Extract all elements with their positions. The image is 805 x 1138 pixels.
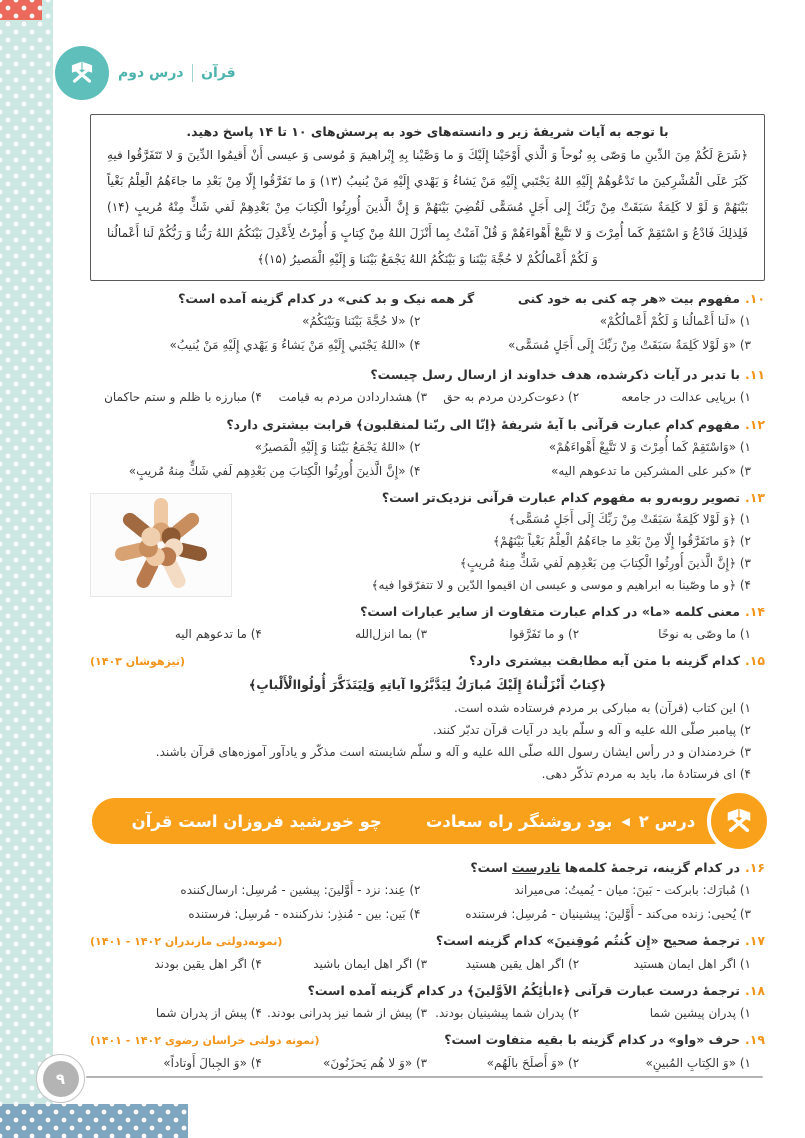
- question-12: [90, 414, 765, 483]
- question-number: ۱۴.: [744, 604, 765, 619]
- option[interactable]: ۲) پیامبر صلّی الله علیه و آله و سلّم باید در آیات قرآن تدبّر کنند.: [432, 723, 751, 737]
- option[interactable]: ۳) خردمندان و در رأس ایشان رسول الله صلّی الله علیه و آله و سلّم شایسته است مذکّر و یادآور آموزه‌های قرآن باشند.: [155, 745, 751, 759]
- question-text: در کدام گزینه، ترجمهٔ کلمه‌ها نادرست است؟: [470, 860, 740, 875]
- question-text: با تدبر در آیات ذکرشده، هدف خداوند از ارسال رسل چیست؟: [370, 367, 740, 382]
- verse-box-text: ﴿شَرَعَ لَكُمْ مِنَ الدِّينِ ما وَصّی بِهِ نُوحاً وَ الَّذي أَوْحَيْنا إِلَيْكَ وَ ما وَصَّيْنا بِهِ إِبْراهيمَ وَ مُوسی وَ عيسی أَنْ أَقيمُوا الدِّينَ وَ لا تَتَفَرَّقُوا فيهِ كَبُرَ عَلَی الْمُشْرِكينَ ما تَدْعُوهُمْ إِلَيْهِ اللهُ يَجْتَبي إِلَيْهِ مَنْ يَشاءُ وَ يَهْدي إِلَيْهِ مَنْ يُنيبُ (۱۳) وَ ما تَفَرَّقُوا إِلّا مِنْ بَعْدِ ما جاءَهُمُ الْعِلْمُ بَغْياً بَيْنَهُمْ وَ لَوْ لا كَلِمَةٌ سَبَقَتْ مِنْ رَبِّكَ إِلی أَجَلٍ مُسَمًّی لَقُضِيَ بَيْنَهُمْ وَ إِنَّ الَّذينَ أُورِثُوا الْكِتابَ مِنْ بَعْدِهِمْ لَفي شَكٍّ مِنْهُ مُريبٍ (۱۴) فَلِذلِكَ فَادْعُ وَ اسْتَقِمْ كَما أُمِرْتَ وَ لا تَتَّبِعْ أَهْواءَهُمْ وَ قُلْ آمَنْتُ بِما أَنْزَلَ اللهُ مِنْ كِتابٍ وَ أُمِرْتُ لِأَعْدِلَ بَيْنَكُمُ اللهُ رَبُّنا وَ رَبُّكُمْ لَنا أَعْمالُنا وَ لَكُمْ أَعْمالُكُمْ لا حُجَّةَ بَيْنَنا وَ بَيْنَكُمُ اللهُ يَجْمَعُ بَيْنَنا وَ إِلَيْهِ الْمَصيرُ (۱۵)﴾: [107, 148, 748, 266]
- option[interactable]: ۳) «وَ لا هُم يَحزَنُونَ»: [323, 1056, 428, 1070]
- option[interactable]: ۱) «وَاسْتَقِمْ كَما أُمِرْتَ وَ لا تَتَّبِعْ أَهْواءَهُمْ»: [548, 440, 751, 454]
- footer-rule: [86, 1076, 763, 1078]
- question-text: مفهوم کدام عبارت قرآنی با آیهٔ شریفهٔ ﴿اِنّا الی ربّنا لمنقلبون﴾ قرابت بیشتری دارد؟: [226, 417, 740, 432]
- option[interactable]: ۱) برپایی عدالت در جامعه: [621, 390, 751, 404]
- option[interactable]: ۱) ما وصّی به نوحًا: [658, 627, 751, 641]
- option[interactable]: ۴) «إِنَّ الَّذينَ أُورِثُوا الْكِتابَ مِن بَعْدِهِم لَفي شَكٍّ مِنهُ مُريبٍ»: [128, 464, 421, 478]
- question-number: ۱۲.: [744, 417, 765, 432]
- question-number: ۱۵.: [744, 653, 765, 668]
- option[interactable]: ۴) ﴿و ما وصّینا به ابراهیم و موسی و عیسی ان اقیموا الدّین و لا تتفرّقوا فیه﴾: [371, 578, 751, 592]
- lesson-subtitle: درس دوم: [118, 65, 184, 81]
- question-14: [90, 601, 765, 646]
- question-15: [90, 650, 765, 785]
- page-number-badge: [36, 1054, 85, 1103]
- question-text: حرف «واو» در کدام گزینه با بقیه متفاوت است؟: [444, 1032, 740, 1047]
- option[interactable]: ۱) «وَ الکِتابِ المُبينِ»: [645, 1056, 751, 1070]
- banner-poem-first-half: بود روشنگر راه سعادت: [425, 811, 613, 831]
- triangle-pointer-icon: ◀: [621, 814, 630, 828]
- option[interactable]: ۳) «وَ لَوْلا كَلِمَةٌ سَبَقَتْ مِنْ رَبِّكَ إِلَی أَجَلٍ مُسَمًّی»: [508, 338, 751, 352]
- option[interactable]: ۳) پیش از شما نیز پدرانی بودند.: [267, 1006, 428, 1020]
- bottom-left-blue-polkadot-corner: [0, 1104, 188, 1138]
- question-18: [90, 980, 765, 1025]
- question-10: [90, 288, 765, 357]
- question-text: مفهوم بیت «هر چه کنی به خود کنی گر همه نیک و بد کنی» در کدام گزینه آمده است؟: [178, 291, 740, 306]
- option[interactable]: ۴) «اللهُ يَجْتَبي إِلَيْهِ مَنْ يَشاءُ وَ يَهْدي إِلَيْهِ مَنْ يُنيبُ»: [169, 338, 421, 352]
- lesson-banner-badge: [707, 789, 771, 853]
- option[interactable]: ۴) اگر اهل یقین بودند: [154, 957, 262, 971]
- verse-box: [90, 114, 765, 281]
- page-number: ۹: [43, 1061, 79, 1097]
- option[interactable]: ۱) این کتاب (قرآن) به مبارکی بر مردم فرستاده شده است.: [454, 701, 751, 715]
- option[interactable]: ۴) «وَ الجِبالَ أَوتاداً»: [163, 1056, 262, 1070]
- question-number: ۱۱.: [744, 367, 765, 382]
- banner-poem-second-half: چو خورشید فروزان است قرآن: [131, 811, 382, 831]
- question-number: ۱۶.: [744, 860, 765, 875]
- question-16: [90, 857, 765, 926]
- option[interactable]: ۳) هشداردادن مردم به قیامت: [278, 390, 428, 404]
- option[interactable]: ۲) «وَ أَصلَحَ بالَهُم»: [486, 1056, 580, 1070]
- hands-teamwork-photo: [90, 493, 232, 597]
- left-polkadot-strip: [0, 0, 53, 1138]
- option[interactable]: ۲) «اللهُ يَجْمَعُ بَيْنَنا وَ إِلَيْهِ الْمَصيرُ»: [254, 440, 421, 454]
- option[interactable]: ۲) عِند: نزد - أَوَّلينَ: پیشین - مُرسِل: ارسال‌کننده: [180, 883, 421, 897]
- question-19: [90, 1029, 765, 1075]
- option[interactable]: ۱) ﴿وَ لَوْلا كَلِمَةٌ سَبَقَتْ مِنْ رَبِّكَ إِلَی أَجَلٍ مُسَمًّی﴾: [508, 512, 751, 526]
- option[interactable]: ۱) اگر اهل ایمان هستید: [633, 957, 751, 971]
- question-number: ۱۸.: [744, 983, 765, 998]
- option[interactable]: ۱) پدران پیشین شما: [649, 1006, 751, 1020]
- option[interactable]: ۴) پیش از پدران شما: [155, 1006, 262, 1020]
- option[interactable]: ۲) دعوت‌کردن مردم به حق: [443, 390, 580, 404]
- source-tag: (تیزهوشان ۱۴۰۳): [90, 655, 186, 668]
- option[interactable]: ۲) پدران شما پیشینیان بودند.: [435, 1006, 580, 1020]
- top-left-red-polkadot-corner: [0, 0, 42, 20]
- option[interactable]: ۱) «لَنا أَعْمالُنا وَ لَكُمْ أَعْمالُكُمْ»: [599, 314, 751, 328]
- lesson-banner-pill: [92, 798, 735, 844]
- question-verse: ﴿كِتابٌ أَنْزَلْناهُ إِلَيْكَ مُبارَكٌ لِيَدَّبَّرُوا آياتِهِ وَلِيَتَذَكَّرَ أُولُواالْأَلْبابِ﴾: [248, 677, 607, 692]
- option[interactable]: ۲) و ما تَفَرَّقوا: [509, 627, 580, 641]
- question-13: [90, 487, 765, 597]
- question-text: معنی کلمه «ما» در کدام عبارت متفاوت از سایر عبارات است؟: [360, 604, 740, 619]
- content-column: [90, 0, 765, 1075]
- question-17: [90, 930, 765, 976]
- question-11: [90, 364, 765, 409]
- option[interactable]: ۲) اگر اهل یقین هستید: [465, 957, 580, 971]
- verse-box-instruction: با توجه به آیات شریفهٔ زیر و دانسته‌های خود به پرسش‌های ۱۰ تا ۱۴ پاسخ دهید.: [186, 124, 669, 139]
- option[interactable]: ۲) ﴿وَ ماتَفَرَّقُوا إِلّا مِنْ بَعْدِ ما جاءَهُمُ الْعِلْمُ بَغْياً بَيْنَهُمْ﴾: [492, 534, 751, 548]
- source-tag: (نمونه دولتی خراسان رضوی ۱۴۰۲ - ۱۴۰۱): [90, 1034, 320, 1047]
- option[interactable]: ۳) اگر اهل ایمان باشید: [313, 957, 428, 971]
- lesson-banner: [90, 795, 765, 847]
- option[interactable]: ۴) بَين: بین - مُنذِر: نذرکننده - مُرسِل: فرستنده: [188, 907, 421, 921]
- option[interactable]: ۴) ای فرستادهٔ ما، باید به مردم تذکّر دهی.: [541, 767, 751, 781]
- question-text: تصویر روبه‌رو به مفهوم کدام عبارت قرآنی نزدیک‌تر است؟: [381, 490, 740, 505]
- option[interactable]: ۳) بما انزل‌الله: [355, 627, 428, 641]
- question-text: ترجمهٔ درست عبارت قرآنی ﴿ءاباٰئِكُمُ الاَوَّلينَ﴾ در کدام گزینه آمده است؟: [307, 983, 740, 998]
- option[interactable]: ۴) ما تدعوهم الیه: [174, 627, 262, 641]
- question-text: ترجمهٔ صحیح «إِن كُنتُم مُوقِنينَ» کدام گزینه است؟: [435, 933, 740, 948]
- option[interactable]: ۱) مُبارَك: بابرکت - بَينَ: میان - يُميتُ: می‌میراند: [514, 883, 751, 897]
- question-number: ۱۳.: [744, 490, 765, 505]
- lesson-label: درس ۲: [638, 811, 696, 831]
- question-number: ۱۰.: [744, 291, 765, 306]
- option[interactable]: ۳) يُحيی: زنده می‌کند - أَوَّلينَ: پیشینیان - مُرسِل: فرستنده: [465, 907, 751, 921]
- subject-title: قرآن: [201, 65, 236, 81]
- option[interactable]: ۲) «لا حُجَّةَ بَيْنَنا وَبَيْنَكُمُ»: [302, 314, 421, 328]
- question-number: ۱۹.: [744, 1032, 765, 1047]
- option[interactable]: ۴) مبارزه با ظلم و ستم حاکمان: [104, 390, 262, 404]
- option[interactable]: ۳) «کبر علی المشرکین ما تدعوهم الیه»: [551, 464, 751, 478]
- quran-book-icon: [720, 800, 758, 842]
- source-tag: (نمونه‌دولتی مازندران ۱۴۰۲ - ۱۴۰۱): [90, 935, 283, 948]
- question-number: ۱۷.: [744, 933, 765, 948]
- option[interactable]: ۳) ﴿إِنَّ الَّذينَ أُورِثُوا الْكِتابَ مِن بَعْدِهِم لَفي شَكٍّ مِنهُ مُريبٍ﴾: [459, 556, 751, 570]
- question-text: کدام گزینه با متن آیه مطابقت بیشتری دارد؟: [469, 653, 740, 668]
